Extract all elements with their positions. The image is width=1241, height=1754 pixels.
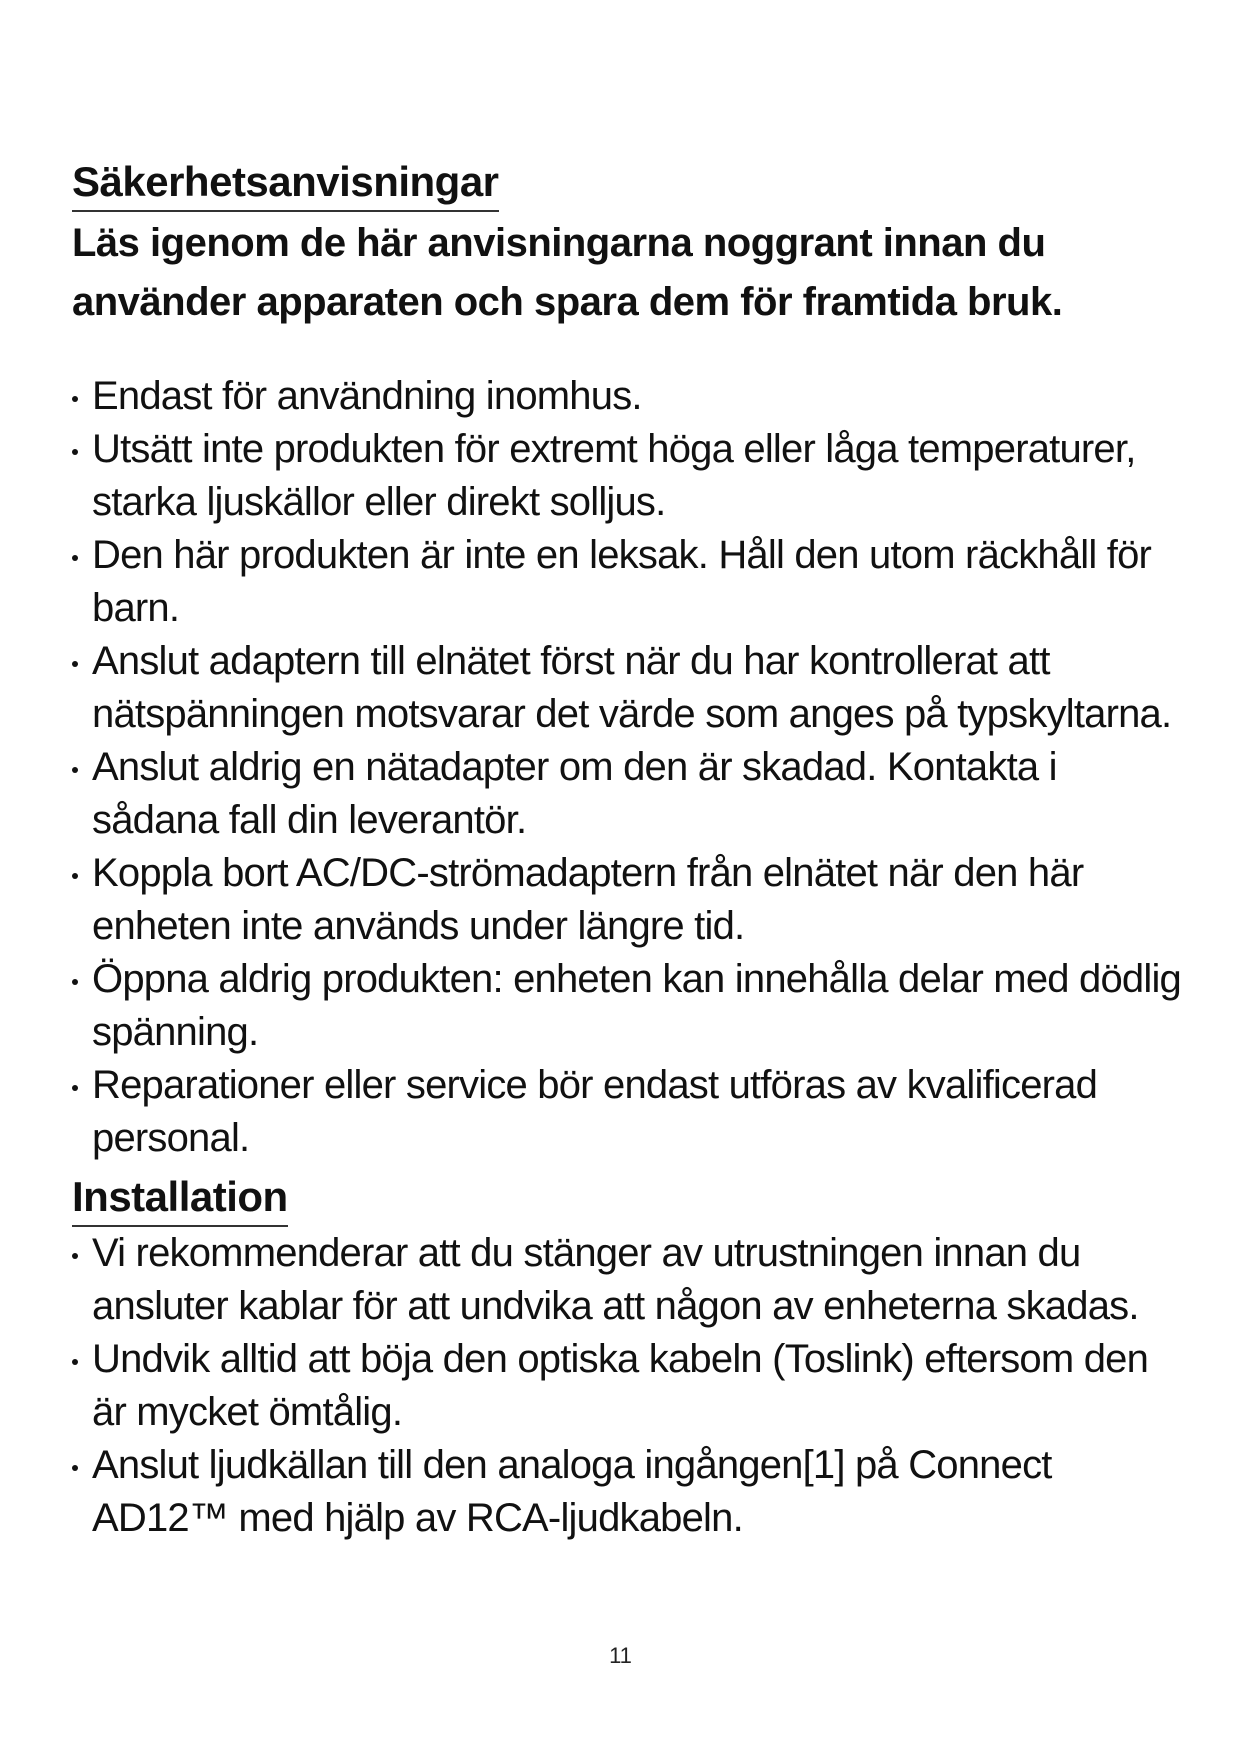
list-item-text: Anslut aldrig en nätadapter om den är skadad. Kontakta i sådana fall din leverantör.: [92, 745, 1057, 842]
list-item-text: Den här produkten är inte en leksak. Håll den utom räckhåll för barn.: [92, 533, 1152, 630]
list-item: [72, 1333, 1182, 1439]
list-item: [72, 423, 1182, 529]
list-item: [72, 1227, 1182, 1333]
list-item: [72, 741, 1182, 847]
list-item: [72, 635, 1182, 741]
list-item-text: Koppla bort AC/DC-strömadaptern från elnätet när den här enheten inte används under längre tid.: [92, 851, 1084, 948]
list-item-text: Anslut adaptern till elnätet först när du har kontrollerat att nätspänningen motsvarar det värde som anges på typskyltarna.: [92, 639, 1172, 736]
bullet-icon: [72, 661, 78, 667]
list-item: [72, 370, 1182, 423]
list-item-text: Reparationer eller service bör endast utföras av kvalificerad personal.: [92, 1063, 1098, 1160]
bullet-icon: [72, 873, 78, 879]
list-item-text: Undvik alltid att böja den optiska kabeln (Toslink) eftersom den är mycket ömtålig.: [92, 1337, 1149, 1434]
safety-list: [72, 370, 1182, 1165]
list-item-text: Utsätt inte produkten för extremt höga eller låga temperaturer, starka ljuskällor eller direkt solljus.: [92, 427, 1136, 524]
bullet-icon: [72, 449, 78, 455]
page-content: [72, 156, 1182, 1545]
list-item: [72, 529, 1182, 635]
bullet-icon: [72, 396, 78, 402]
page-number: 11: [609, 1643, 632, 1668]
installation-section: [72, 1171, 1182, 1545]
bullet-icon: [72, 1085, 78, 1091]
bullet-icon: [72, 555, 78, 561]
list-item-text: Vi rekommenderar att du stänger av utrustningen innan du ansluter kablar för att undvika att någon av enheterna skadas.: [92, 1231, 1139, 1328]
installation-heading: Installation: [72, 1171, 288, 1227]
list-item: [72, 953, 1182, 1059]
list-item-text: Öppna aldrig produkten: enheten kan innehålla delar med dödlig spänning.: [92, 957, 1181, 1054]
installation-list: [72, 1227, 1182, 1545]
bullet-icon: [72, 1253, 78, 1259]
list-item: [72, 1439, 1182, 1545]
safety-heading: Säkerhetsanvisningar: [72, 156, 499, 212]
bullet-icon: [72, 1359, 78, 1365]
bullet-icon: [72, 979, 78, 985]
list-item-text: Anslut ljudkällan till den analoga ingången[1] på Connect AD12™ med hjälp av RCA-ljudkabeln.: [92, 1443, 1052, 1540]
list-item: [72, 847, 1182, 953]
bullet-icon: [72, 767, 78, 773]
bullet-icon: [72, 1465, 78, 1471]
list-item: [72, 1059, 1182, 1165]
safety-intro: Läs igenom de här anvisningarna noggrant innan du använder apparaten och spara dem för framtida bruk.: [72, 221, 1063, 324]
list-item-text: Endast för användning inomhus.: [92, 374, 642, 418]
